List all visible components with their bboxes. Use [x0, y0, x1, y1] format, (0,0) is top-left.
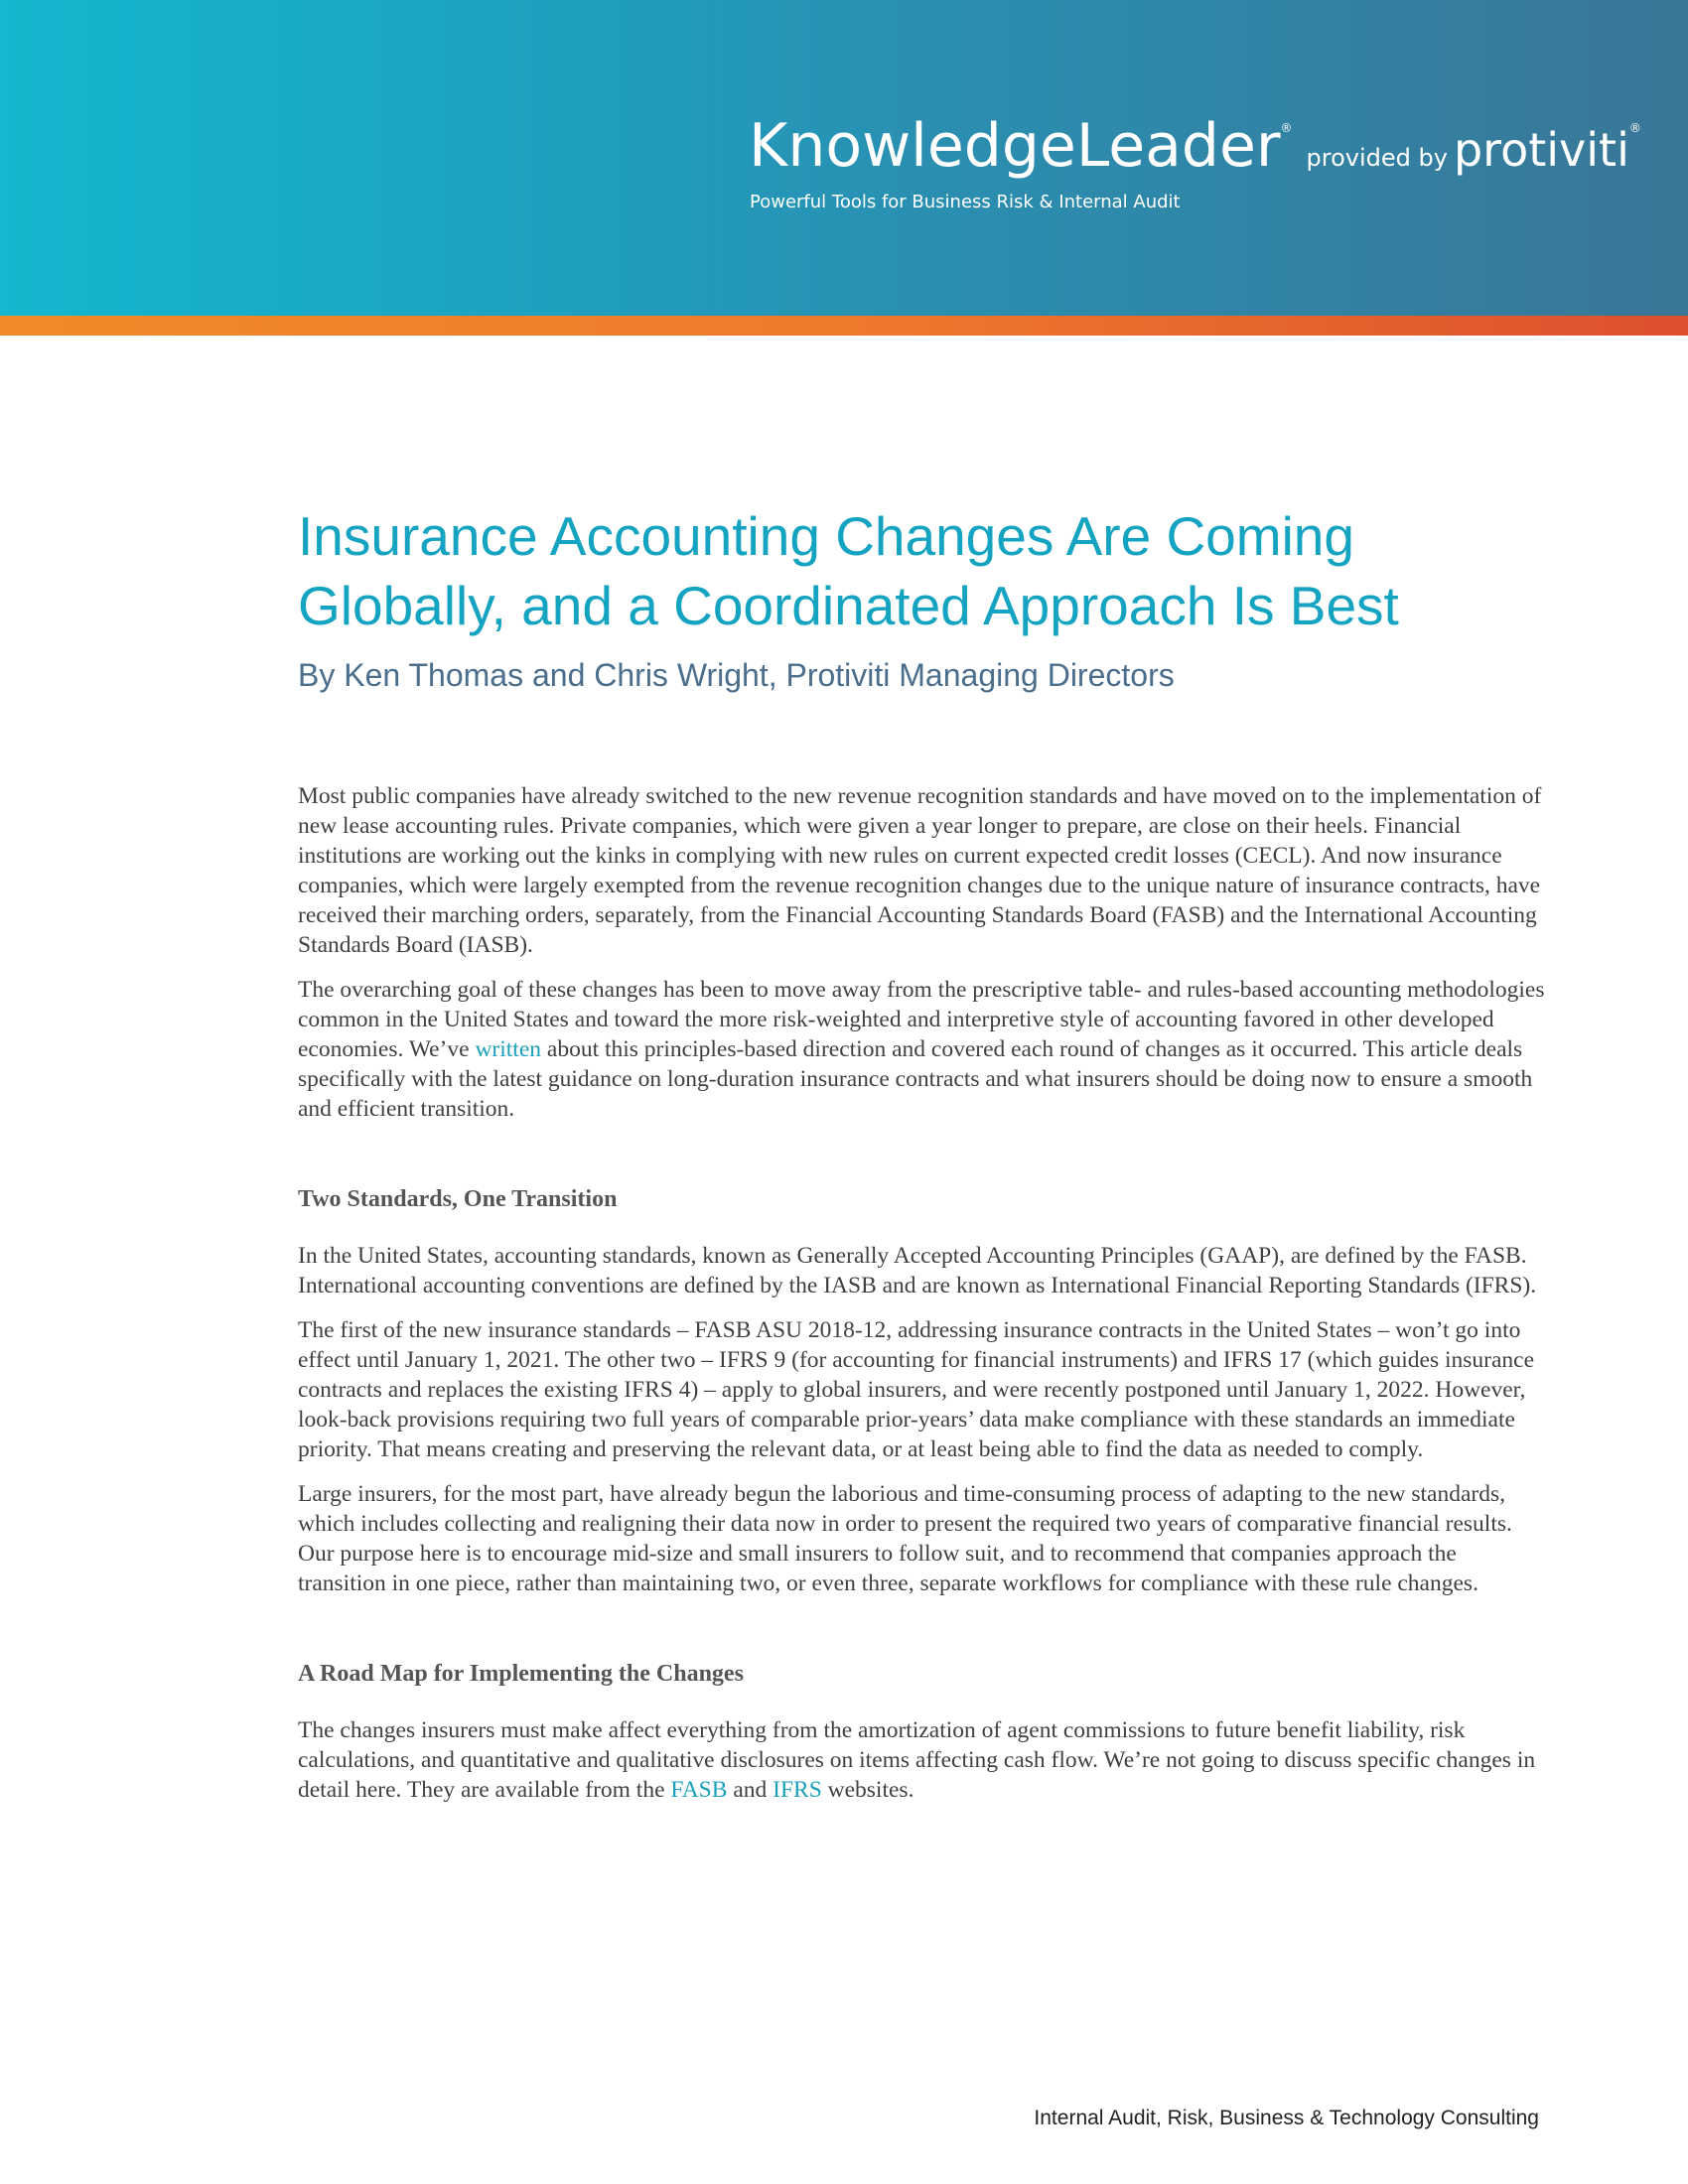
article-body — [298, 781, 1549, 1805]
brand-logo — [749, 111, 1641, 181]
paragraph-changes — [298, 1715, 1549, 1805]
brand-name: KnowledgeLeader — [749, 111, 1281, 181]
accent-bar — [0, 316, 1688, 336]
paragraph-standards: The first of the new insurance standards – FASB ASU 2018-12, addressing insurance contracts in the United States – won’t go into effect until January 1, 2021. The other two – IFRS 9 (for accounting for financial instruments) and IFRS 17 (which guides insurance contracts and replaces the existing IFRS 4) – apply to global insurers, and were recently postponed until January 1, 2022. However, look-back provisions requiring two full years of comparable prior-years’ data make compliance with these standards an immediate priority. That means creating and preserving the relevant data, or at least being able to find the data as needed to comply. — [298, 1317, 1535, 1462]
paragraph-large-insurers: Large insurers, for the most part, have already begun the laborious and time-consuming process of adapting to the new standards, which includes collecting and realigning their data now in order to present the required two years of comparative financial results. Our purpose here is to encourage mid-size and small insurers to follow suit, and to recommend that companies approach the transition in one piece, rather than maintaining two, or even three, separate workflows for compliance with these rule changes. — [298, 1481, 1512, 1596]
section-heading-standards: Two Standards, One Transition — [298, 1186, 618, 1212]
provided-by-text: provided by — [1306, 144, 1448, 172]
header-banner — [0, 0, 1688, 316]
byline: By Ken Thomas and Chris Wright, Protiviti Managing Directors — [298, 657, 1175, 693]
paragraph-intro: Most public companies have already switched to the new revenue recognition standards and have moved on to the implementation of new lease accounting rules. Private companies, which were given a year longer to prepare, are close on their heels. Financial institutions are working out the kinks in complying with new rules on current expected credit losses (CECL). And now insurance companies, which were largely exempted from the revenue recognition changes due to the unique nature of insurance contracts, have received their marching orders, separately, from the Financial Accounting Standards Board (FASB) and the International Accounting Standards Board (IASB). — [298, 783, 1542, 958]
paragraph-gaap: In the United States, accounting standards, known as Generally Accepted Accounting Principles (GAAP), are defined by the FASB. International accounting conventions are defined by the IASB and are known as International Financial Reporting Standards (IFRS). — [298, 1243, 1537, 1298]
paragraph-text: about this principles-based direction and covered each round of changes as it occurred. This article deals specifically with the latest guidance on long-duration insurance contracts and what insurers should be doing now to ensure a smooth and efficient transition. — [298, 1036, 1533, 1122]
fasb-link[interactable]: FASB — [670, 1777, 728, 1803]
paragraph-text: websites. — [821, 1777, 914, 1803]
written-link[interactable]: written — [475, 1036, 542, 1062]
paragraph-goal — [298, 975, 1549, 1124]
company-registered-mark: ® — [1628, 121, 1641, 135]
article-main — [298, 501, 1549, 1820]
ifrs-link[interactable]: IFRS — [773, 1777, 822, 1803]
tagline: Powerful Tools for Business Risk & Internal Audit — [750, 192, 1181, 212]
company-name: protiviti — [1453, 123, 1629, 177]
paragraph-text: The changes insurers must make affect everything from the amortization of agent commissions to future benefit liability, risk calculations, and quantitative and qualitative disclosures on items affecting cash flow. We’re not going to discuss specific changes in detail here. They are available from the — [298, 1717, 1536, 1803]
page-title: Insurance Accounting Changes Are Coming Globally, and a Coordinated Approach Is Best — [298, 505, 1399, 636]
paragraph-text: and — [727, 1777, 774, 1803]
paragraph-text: The overarching goal of these changes has been to move away from the prescriptive table- and rules-based accounting methodologies common in the United States and toward the more risk-weighted and interpretive style of accounting favored in other developed economies. We’ve — [298, 977, 1545, 1062]
section-heading-road-map: A Road Map for Implementing the Changes — [298, 1661, 744, 1687]
registered-mark: ® — [1280, 121, 1293, 135]
footer-text: Internal Audit, Risk, Business & Technology Consulting — [1034, 2107, 1539, 2129]
